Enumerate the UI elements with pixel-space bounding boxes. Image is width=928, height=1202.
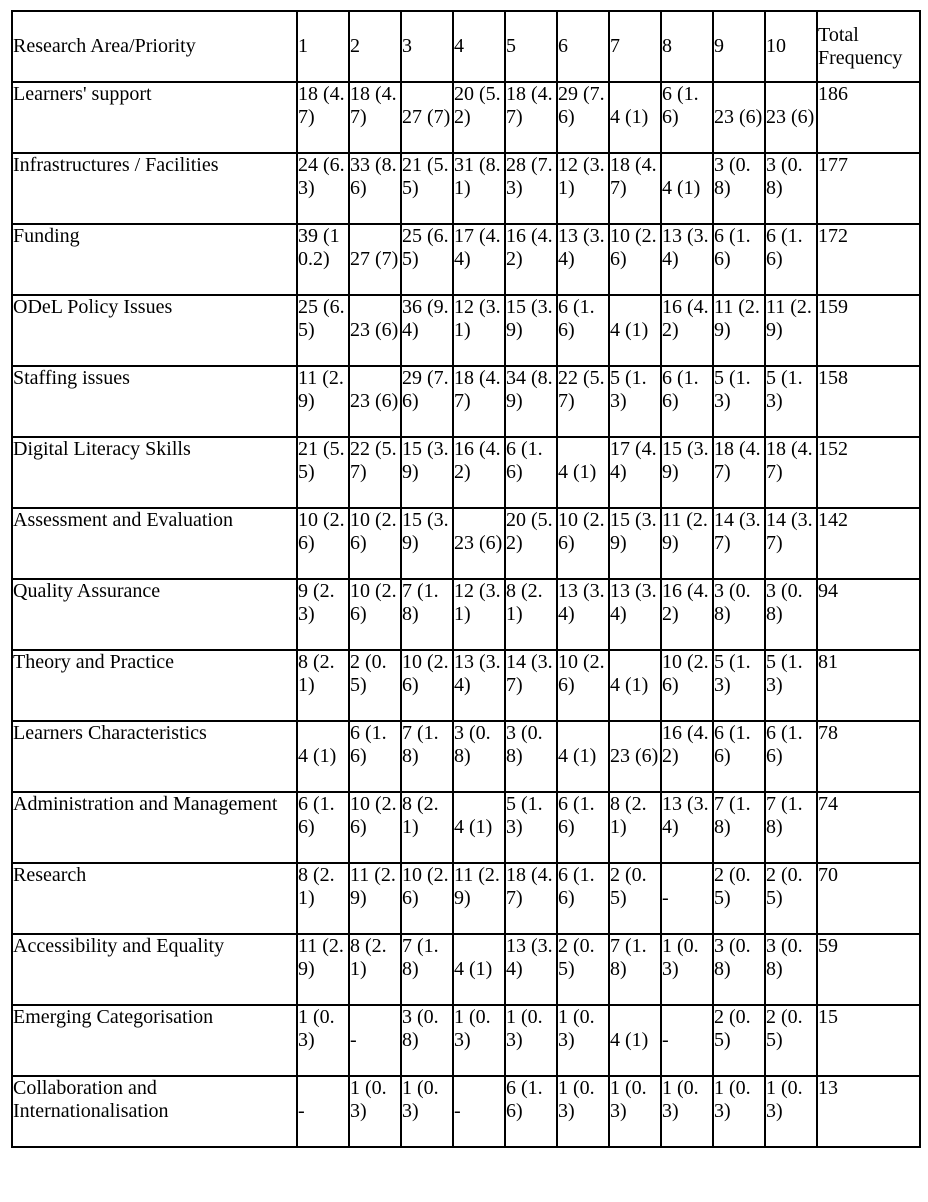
cell-priority-7: 17 (4.4) <box>609 437 661 508</box>
cell-priority-6: 12 (3.1) <box>557 153 609 224</box>
cell-priority-7: 4 (1) <box>609 82 661 153</box>
cell-total-frequency: 186 <box>817 82 920 153</box>
cell-priority-3: 7 (1.8) <box>401 721 453 792</box>
table-row <box>12 437 920 508</box>
cell-priority-1: 25 (6.5) <box>297 295 349 366</box>
cell-priority-10: 5 (1.3) <box>765 366 817 437</box>
cell-priority-7: 4 (1) <box>609 1005 661 1076</box>
cell-priority-2: 10 (2.6) <box>349 792 401 863</box>
cell-priority-5: 16 (4.2) <box>505 224 557 295</box>
cell-priority-8: 15 (3.9) <box>661 437 713 508</box>
cell-priority-1: 9 (2.3) <box>297 579 349 650</box>
cell-priority-10: 7 (1.8) <box>765 792 817 863</box>
table-row <box>12 934 920 1005</box>
row-label: Administration and Management <box>12 792 297 863</box>
cell-priority-1: 1 (0.3) <box>297 1005 349 1076</box>
column-header-priority-8: 8 <box>661 11 713 82</box>
cell-priority-8: 4 (1) <box>661 153 713 224</box>
table-row <box>12 579 920 650</box>
column-header-research-area: Research Area/Priority <box>12 11 297 82</box>
cell-total-frequency: 15 <box>817 1005 920 1076</box>
cell-priority-5: 1 (0.3) <box>505 1005 557 1076</box>
cell-priority-4: 4 (1) <box>453 934 505 1005</box>
cell-priority-3: 15 (3.9) <box>401 437 453 508</box>
cell-priority-7: 8 (2.1) <box>609 792 661 863</box>
cell-priority-10: 14 (3.7) <box>765 508 817 579</box>
row-label: Quality Assurance <box>12 579 297 650</box>
cell-priority-8: 6 (1.6) <box>661 366 713 437</box>
cell-total-frequency: 159 <box>817 295 920 366</box>
cell-priority-3: 29 (7.6) <box>401 366 453 437</box>
cell-priority-10: 3 (0.8) <box>765 579 817 650</box>
cell-priority-8: - <box>661 1005 713 1076</box>
cell-priority-2: 10 (2.6) <box>349 508 401 579</box>
cell-total-frequency: 74 <box>817 792 920 863</box>
cell-priority-4: 17 (4.4) <box>453 224 505 295</box>
cell-priority-3: 8 (2.1) <box>401 792 453 863</box>
cell-priority-5: 20 (5.2) <box>505 508 557 579</box>
cell-priority-2: 23 (6) <box>349 366 401 437</box>
column-header-priority-1: 1 <box>297 11 349 82</box>
cell-priority-9: 18 (4.7) <box>713 437 765 508</box>
cell-priority-4: 12 (3.1) <box>453 295 505 366</box>
cell-priority-9: 3 (0.8) <box>713 934 765 1005</box>
cell-priority-3: 7 (1.8) <box>401 579 453 650</box>
cell-priority-1: 6 (1.6) <box>297 792 349 863</box>
row-label: Staffing issues <box>12 366 297 437</box>
table-row <box>12 1076 920 1147</box>
cell-priority-1: 11 (2.9) <box>297 934 349 1005</box>
cell-priority-5: 6 (1.6) <box>505 1076 557 1147</box>
cell-priority-7: 2 (0.5) <box>609 863 661 934</box>
cell-priority-10: 6 (1.6) <box>765 224 817 295</box>
cell-priority-7: 1 (0.3) <box>609 1076 661 1147</box>
cell-priority-8: 16 (4.2) <box>661 295 713 366</box>
column-header-priority-9: 9 <box>713 11 765 82</box>
column-header-priority-6: 6 <box>557 11 609 82</box>
cell-priority-1: 39 (10.2) <box>297 224 349 295</box>
cell-priority-4: 12 (3.1) <box>453 579 505 650</box>
cell-priority-7: 15 (3.9) <box>609 508 661 579</box>
cell-priority-10: 11 (2.9) <box>765 295 817 366</box>
cell-priority-10: 18 (4.7) <box>765 437 817 508</box>
cell-priority-5: 5 (1.3) <box>505 792 557 863</box>
cell-priority-7: 4 (1) <box>609 650 661 721</box>
cell-priority-9: 6 (1.6) <box>713 224 765 295</box>
cell-priority-10: 1 (0.3) <box>765 1076 817 1147</box>
cell-total-frequency: 70 <box>817 863 920 934</box>
row-label: Research <box>12 863 297 934</box>
cell-priority-9: 1 (0.3) <box>713 1076 765 1147</box>
cell-priority-10: 2 (0.5) <box>765 1005 817 1076</box>
column-header-priority-5: 5 <box>505 11 557 82</box>
cell-priority-8: 16 (4.2) <box>661 579 713 650</box>
cell-priority-9: 6 (1.6) <box>713 721 765 792</box>
cell-priority-10: 23 (6) <box>765 82 817 153</box>
cell-total-frequency: 177 <box>817 153 920 224</box>
cell-total-frequency: 94 <box>817 579 920 650</box>
cell-priority-8: 6 (1.6) <box>661 82 713 153</box>
row-label: ODeL Policy Issues <box>12 295 297 366</box>
cell-priority-4: 13 (3.4) <box>453 650 505 721</box>
row-label: Collaboration and Internationalisation <box>12 1076 297 1147</box>
cell-priority-8: 16 (4.2) <box>661 721 713 792</box>
cell-priority-6: 10 (2.6) <box>557 508 609 579</box>
cell-priority-3: 10 (2.6) <box>401 863 453 934</box>
cell-total-frequency: 78 <box>817 721 920 792</box>
cell-priority-1: 18 (4.7) <box>297 82 349 153</box>
column-header-total-frequency: Total Frequency <box>817 11 920 82</box>
cell-priority-6: 6 (1.6) <box>557 295 609 366</box>
research-priority-frequency-table <box>11 10 921 1148</box>
cell-priority-2: 27 (7) <box>349 224 401 295</box>
table-row <box>12 82 920 153</box>
cell-priority-6: 10 (2.6) <box>557 650 609 721</box>
cell-priority-7: 5 (1.3) <box>609 366 661 437</box>
cell-priority-4: 23 (6) <box>453 508 505 579</box>
cell-priority-6: 6 (1.6) <box>557 792 609 863</box>
column-header-priority-7: 7 <box>609 11 661 82</box>
cell-priority-6: 6 (1.6) <box>557 863 609 934</box>
table-row <box>12 508 920 579</box>
cell-priority-1: 24 (6.3) <box>297 153 349 224</box>
cell-priority-5: 34 (8.9) <box>505 366 557 437</box>
row-label: Assessment and Evaluation <box>12 508 297 579</box>
table-row <box>12 224 920 295</box>
cell-priority-6: 1 (0.3) <box>557 1076 609 1147</box>
cell-priority-3: 36 (9.4) <box>401 295 453 366</box>
cell-priority-4: 11 (2.9) <box>453 863 505 934</box>
cell-priority-6: 4 (1) <box>557 437 609 508</box>
cell-priority-2: 6 (1.6) <box>349 721 401 792</box>
cell-priority-7: 7 (1.8) <box>609 934 661 1005</box>
cell-priority-7: 23 (6) <box>609 721 661 792</box>
table-row <box>12 366 920 437</box>
column-header-priority-10: 10 <box>765 11 817 82</box>
cell-priority-7: 10 (2.6) <box>609 224 661 295</box>
table-row <box>12 863 920 934</box>
cell-priority-4: 1 (0.3) <box>453 1005 505 1076</box>
cell-priority-2: 18 (4.7) <box>349 82 401 153</box>
cell-priority-5: 13 (3.4) <box>505 934 557 1005</box>
cell-priority-5: 3 (0.8) <box>505 721 557 792</box>
cell-priority-8: 1 (0.3) <box>661 934 713 1005</box>
table-body <box>12 11 920 1147</box>
cell-total-frequency: 81 <box>817 650 920 721</box>
cell-priority-1: 21 (5.5) <box>297 437 349 508</box>
cell-priority-2: 8 (2.1) <box>349 934 401 1005</box>
column-header-priority-4: 4 <box>453 11 505 82</box>
cell-priority-9: 2 (0.5) <box>713 1005 765 1076</box>
cell-priority-3: 25 (6.5) <box>401 224 453 295</box>
cell-priority-7: 4 (1) <box>609 295 661 366</box>
cell-priority-3: 7 (1.8) <box>401 934 453 1005</box>
row-label: Funding <box>12 224 297 295</box>
cell-priority-4: 16 (4.2) <box>453 437 505 508</box>
cell-priority-8: 13 (3.4) <box>661 792 713 863</box>
cell-priority-1: 10 (2.6) <box>297 508 349 579</box>
cell-total-frequency: 59 <box>817 934 920 1005</box>
cell-priority-6: 1 (0.3) <box>557 1005 609 1076</box>
table-row <box>12 721 920 792</box>
cell-priority-1: 8 (2.1) <box>297 863 349 934</box>
cell-priority-6: 29 (7.6) <box>557 82 609 153</box>
cell-priority-4: 31 (8.1) <box>453 153 505 224</box>
cell-priority-8: 13 (3.4) <box>661 224 713 295</box>
row-label: Digital Literacy Skills <box>12 437 297 508</box>
cell-total-frequency: 142 <box>817 508 920 579</box>
cell-total-frequency: 152 <box>817 437 920 508</box>
cell-priority-5: 6 (1.6) <box>505 437 557 508</box>
cell-priority-4: - <box>453 1076 505 1147</box>
cell-priority-6: 13 (3.4) <box>557 224 609 295</box>
table-row <box>12 295 920 366</box>
cell-priority-1: - <box>297 1076 349 1147</box>
cell-priority-9: 7 (1.8) <box>713 792 765 863</box>
cell-priority-5: 18 (4.7) <box>505 863 557 934</box>
cell-priority-2: 10 (2.6) <box>349 579 401 650</box>
cell-total-frequency: 13 <box>817 1076 920 1147</box>
cell-priority-8: 1 (0.3) <box>661 1076 713 1147</box>
cell-priority-9: 14 (3.7) <box>713 508 765 579</box>
cell-priority-6: 13 (3.4) <box>557 579 609 650</box>
cell-priority-6: 4 (1) <box>557 721 609 792</box>
cell-priority-1: 8 (2.1) <box>297 650 349 721</box>
cell-priority-6: 2 (0.5) <box>557 934 609 1005</box>
cell-priority-5: 18 (4.7) <box>505 82 557 153</box>
cell-priority-4: 4 (1) <box>453 792 505 863</box>
row-label: Infrastructures / Facilities <box>12 153 297 224</box>
cell-priority-2: 23 (6) <box>349 295 401 366</box>
cell-priority-9: 23 (6) <box>713 82 765 153</box>
cell-priority-2: 33 (8.6) <box>349 153 401 224</box>
cell-priority-9: 3 (0.8) <box>713 153 765 224</box>
cell-priority-9: 3 (0.8) <box>713 579 765 650</box>
cell-priority-2: 1 (0.3) <box>349 1076 401 1147</box>
cell-priority-5: 8 (2.1) <box>505 579 557 650</box>
table-row <box>12 1005 920 1076</box>
cell-priority-1: 4 (1) <box>297 721 349 792</box>
cell-priority-2: 22 (5.7) <box>349 437 401 508</box>
column-header-priority-3: 3 <box>401 11 453 82</box>
cell-priority-2: 2 (0.5) <box>349 650 401 721</box>
cell-priority-4: 3 (0.8) <box>453 721 505 792</box>
cell-priority-8: 11 (2.9) <box>661 508 713 579</box>
cell-priority-3: 27 (7) <box>401 82 453 153</box>
cell-priority-10: 2 (0.5) <box>765 863 817 934</box>
table-row <box>12 650 920 721</box>
row-label: Learners' support <box>12 82 297 153</box>
row-label: Theory and Practice <box>12 650 297 721</box>
table-header-row <box>12 11 920 82</box>
cell-priority-3: 15 (3.9) <box>401 508 453 579</box>
cell-priority-8: - <box>661 863 713 934</box>
cell-priority-10: 5 (1.3) <box>765 650 817 721</box>
row-label: Learners Characteristics <box>12 721 297 792</box>
row-label: Emerging Categorisation <box>12 1005 297 1076</box>
table-row <box>12 153 920 224</box>
cell-priority-9: 11 (2.9) <box>713 295 765 366</box>
cell-priority-9: 5 (1.3) <box>713 366 765 437</box>
cell-priority-10: 3 (0.8) <box>765 153 817 224</box>
row-label: Accessibility and Equality <box>12 934 297 1005</box>
cell-priority-2: 11 (2.9) <box>349 863 401 934</box>
cell-priority-5: 28 (7.3) <box>505 153 557 224</box>
cell-priority-4: 20 (5.2) <box>453 82 505 153</box>
cell-priority-1: 11 (2.9) <box>297 366 349 437</box>
cell-total-frequency: 158 <box>817 366 920 437</box>
cell-priority-5: 14 (3.7) <box>505 650 557 721</box>
cell-priority-3: 10 (2.6) <box>401 650 453 721</box>
cell-priority-3: 3 (0.8) <box>401 1005 453 1076</box>
cell-priority-7: 13 (3.4) <box>609 579 661 650</box>
cell-priority-6: 22 (5.7) <box>557 366 609 437</box>
cell-priority-10: 3 (0.8) <box>765 934 817 1005</box>
cell-total-frequency: 172 <box>817 224 920 295</box>
cell-priority-5: 15 (3.9) <box>505 295 557 366</box>
cell-priority-7: 18 (4.7) <box>609 153 661 224</box>
cell-priority-2: - <box>349 1005 401 1076</box>
cell-priority-10: 6 (1.6) <box>765 721 817 792</box>
cell-priority-3: 1 (0.3) <box>401 1076 453 1147</box>
column-header-priority-2: 2 <box>349 11 401 82</box>
cell-priority-4: 18 (4.7) <box>453 366 505 437</box>
cell-priority-9: 5 (1.3) <box>713 650 765 721</box>
cell-priority-9: 2 (0.5) <box>713 863 765 934</box>
cell-priority-3: 21 (5.5) <box>401 153 453 224</box>
table-row <box>12 792 920 863</box>
cell-priority-8: 10 (2.6) <box>661 650 713 721</box>
